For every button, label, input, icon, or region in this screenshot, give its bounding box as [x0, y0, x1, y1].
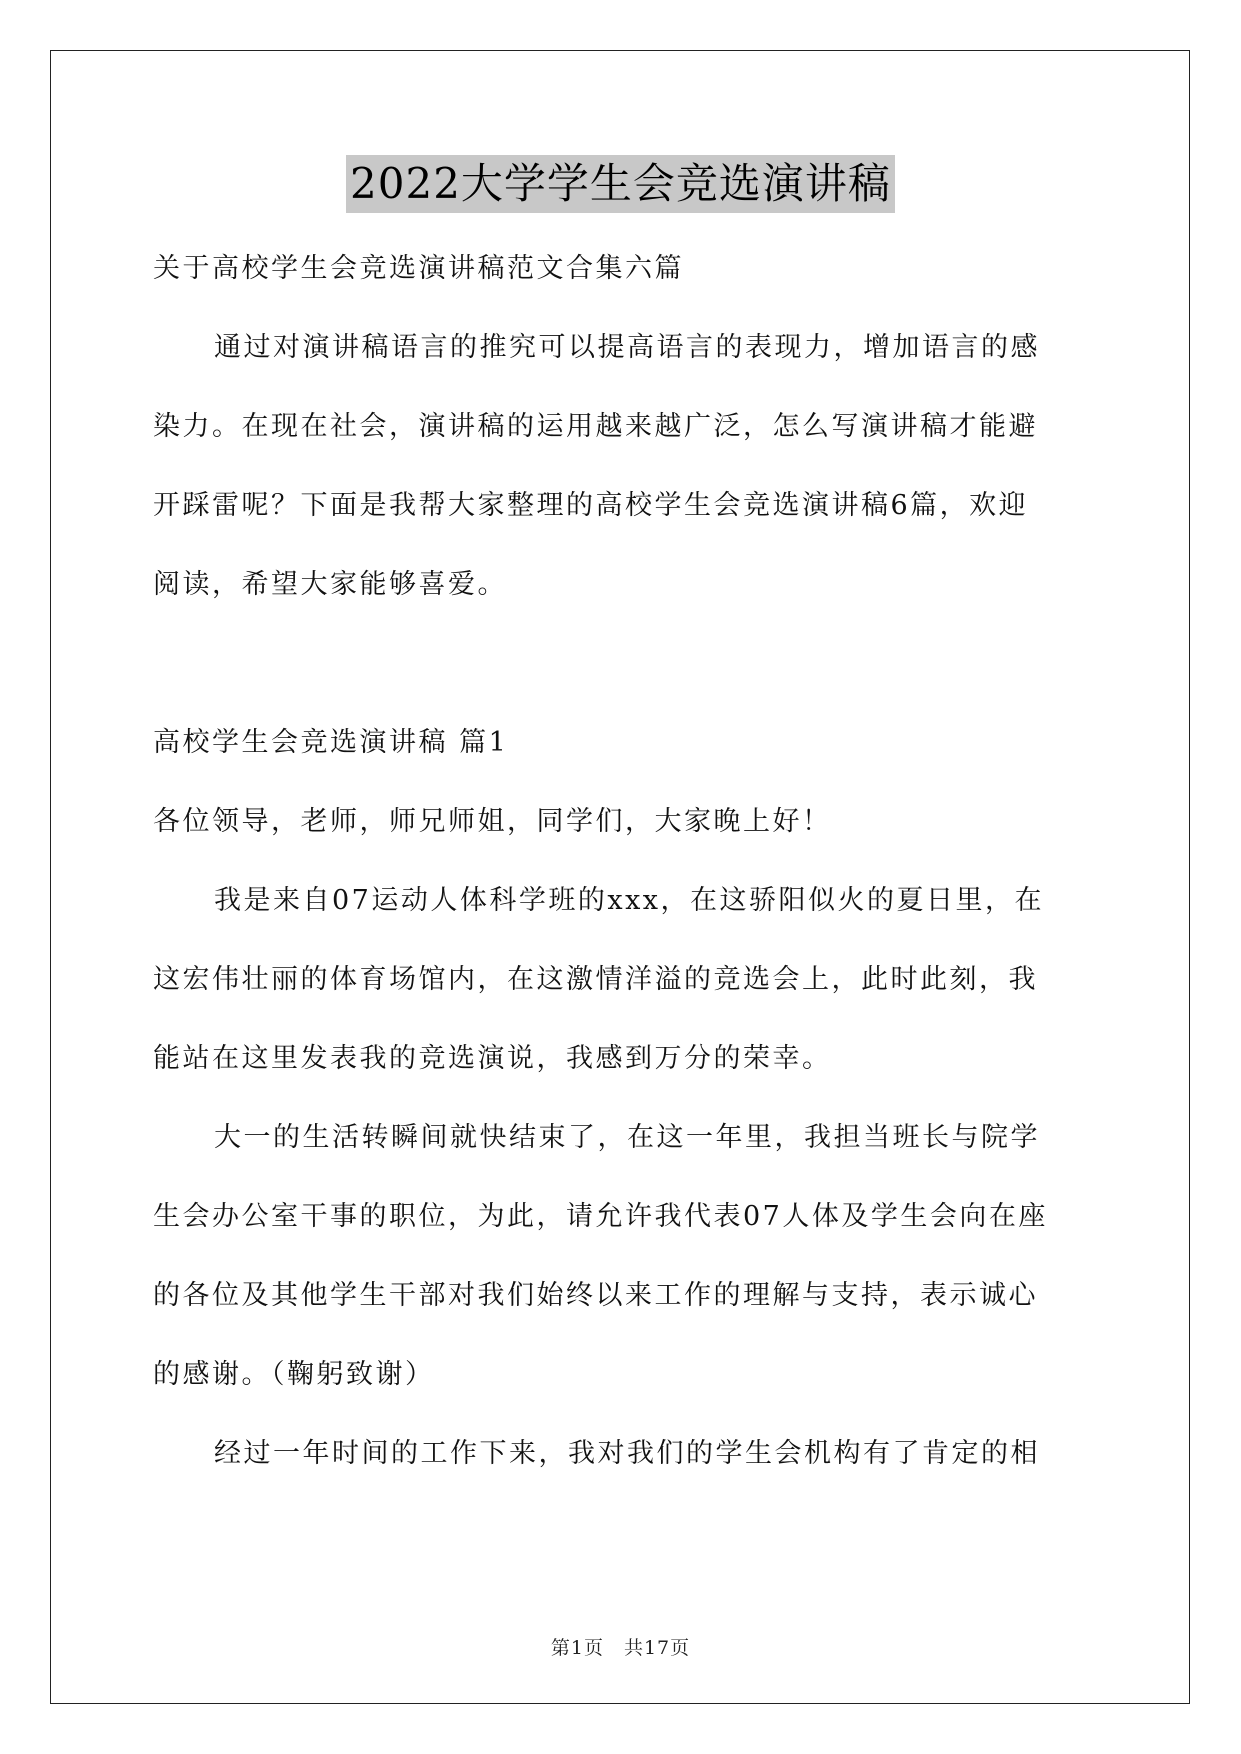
paragraph-line: 染力。在现在社会，演讲稿的运用越来越广泛，怎么写演讲稿才能避 [153, 411, 1038, 442]
page-footer: 第1页 共17页 [550, 1637, 691, 1659]
document-title: 2022大学学生会竞选演讲稿 [346, 155, 895, 213]
paragraph-line: 能站在这里发表我的竞选演说，我感到万分的荣幸。 [153, 1043, 832, 1074]
paragraph-line: 大一的生活转瞬间就快结束了，在这一年里，我担当班长与院学 [214, 1122, 1040, 1153]
paragraph-line: 通过对演讲稿语言的推究可以提高语言的表现力，增加语言的感 [214, 332, 1040, 363]
title-wrap [0, 155, 1241, 213]
paragraph-line: 开踩雷呢？下面是我帮大家整理的高校学生会竞选演讲稿6篇，欢迎 [153, 490, 1029, 521]
section-heading: 高校学生会竞选演讲稿 篇1 [153, 727, 509, 758]
paragraph-line: 阅读，希望大家能够喜爱。 [153, 569, 507, 600]
paragraph-line: 的感谢。（鞠躬致谢） [153, 1359, 435, 1390]
paragraph-line: 生会办公室干事的职位，为此，请允许我代表07人体及学生会向在座 [153, 1201, 1048, 1232]
paragraph-line: 我是来自07运动人体科学班的xxx，在这骄阳似火的夏日里，在 [214, 885, 1045, 916]
paragraph-line: 这宏伟壮丽的体育场馆内，在这激情洋溢的竞选会上，此时此刻，我 [153, 964, 1038, 995]
paragraph-line: 的各位及其他学生干部对我们始终以来工作的理解与支持，表示诚心 [153, 1280, 1038, 1311]
subtitle: 关于高校学生会竞选演讲稿范文合集六篇 [153, 253, 684, 284]
paragraph-line: 经过一年时间的工作下来，我对我们的学生会机构有了肯定的相 [214, 1438, 1040, 1469]
blank-line [153, 624, 1093, 703]
greeting-line: 各位领导，老师，师兄师姐，同学们，大家晚上好！ [153, 806, 832, 837]
document-body [153, 229, 1093, 1493]
